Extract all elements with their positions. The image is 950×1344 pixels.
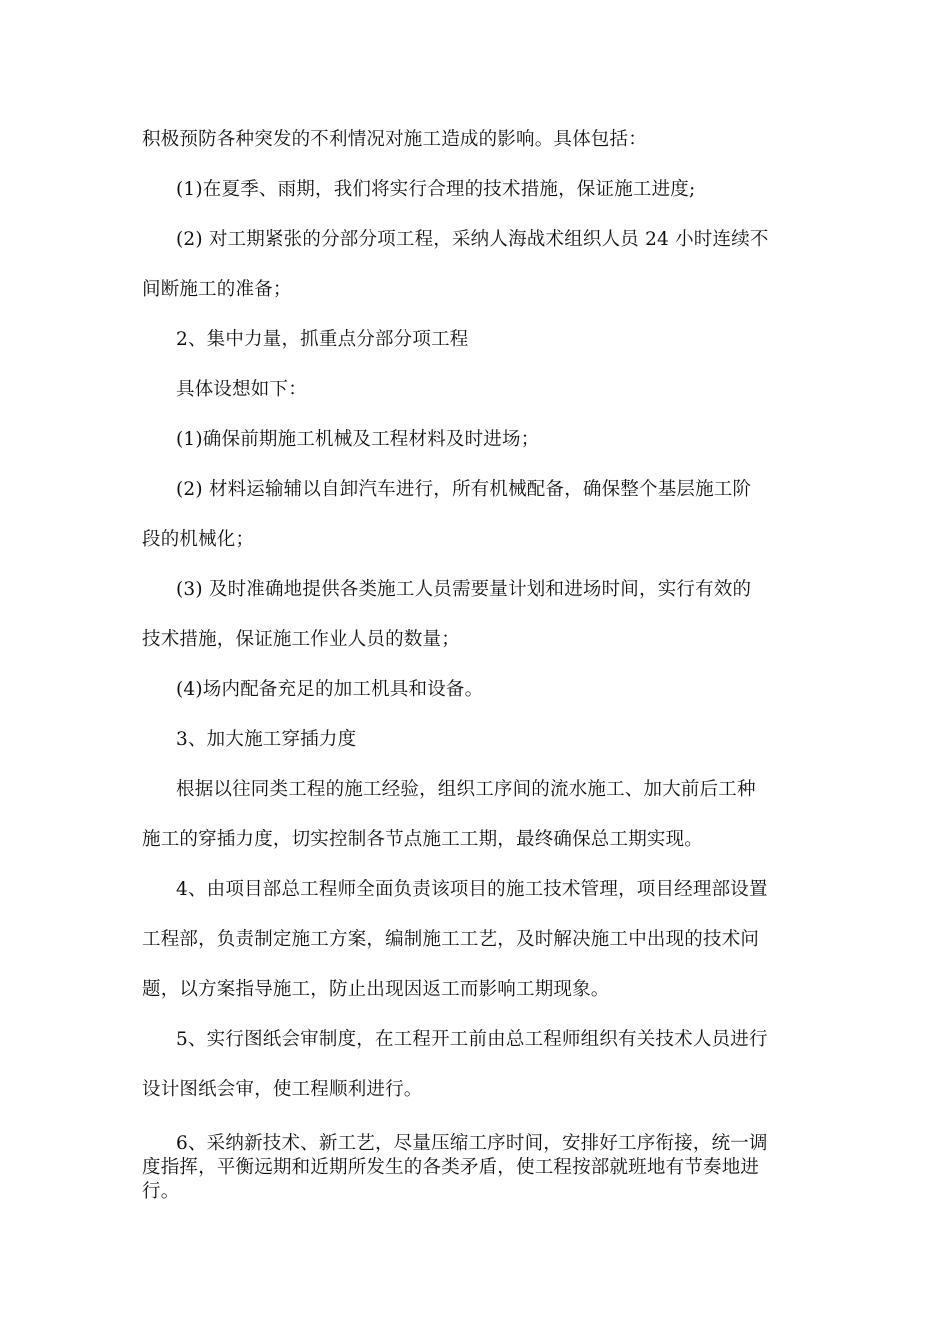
text-line: 6、采纳新技术、新工艺，尽量压缩工序时间，安排好工序衔接，统一调 (176, 1133, 768, 1154)
text-line: (2) 材料运输辅以自卸汽车进行，所有机械配备，确保整个基层施工阶 (176, 479, 752, 500)
text-line: 施工的穿插力度，切实控制各节点施工工期，最终确保总工期实现。 (142, 829, 704, 850)
text-line: 设计图纸会审，使工程顺利进行。 (142, 1079, 423, 1100)
text-line: 工程部，负责制定施工方案，编制施工工艺，及时解决施工中出现的技术问 (142, 929, 760, 950)
text-line: 段的机械化； (142, 529, 255, 550)
text-line: 间断施工的准备； (142, 279, 292, 300)
text-line: 根据以往同类工程的施工经验，组织工序间的流水施工、加大前后工种 (176, 779, 756, 800)
text-line: 积极预防各种突发的不利情况对施工造成的影响。具体包括： (142, 129, 647, 150)
text-line: (3) 及时准确地提供各类施工人员需要量计划和进场时间，实行有效的 (176, 579, 752, 600)
text-line: 行。 (142, 1181, 180, 1202)
text-line: 4、由项目部总工程师全面负责该项目的施工技术管理，项目经理部设置 (176, 879, 768, 900)
text-line: 技术措施，保证施工作业人员的数量； (142, 629, 460, 650)
text-line: 3、加大施工穿插力度 (176, 729, 357, 750)
text-line: 2、集中力量，抓重点分部分项工程 (176, 329, 469, 350)
text-line: (4)场内配备充足的加工机具和设备。 (176, 679, 484, 700)
text-line: (2) 对工期紧张的分部分项工程，采纳人海战术组织人员 24 小时连续不 (176, 229, 769, 250)
text-line: 具体设想如下： (176, 379, 307, 400)
text-line: (1)确保前期施工机械及工程材料及时进场； (176, 429, 540, 450)
last-paragraph (142, 1132, 822, 1204)
text-line: (1)在夏季、雨期，我们将实行合理的技术措施，保证施工进度; (176, 179, 696, 200)
text-line: 5、实行图纸会审制度，在工程开工前由总工程师组织有关技术人员进行 (176, 1029, 768, 1050)
text-line: 题，以方案指导施工，防止出现因返工而影响工期现象。 (142, 979, 610, 1000)
text-line: 度指挥，平衡远期和近期所发生的各类矛盾，使工程按部就班地有节奏地进 (142, 1157, 760, 1178)
